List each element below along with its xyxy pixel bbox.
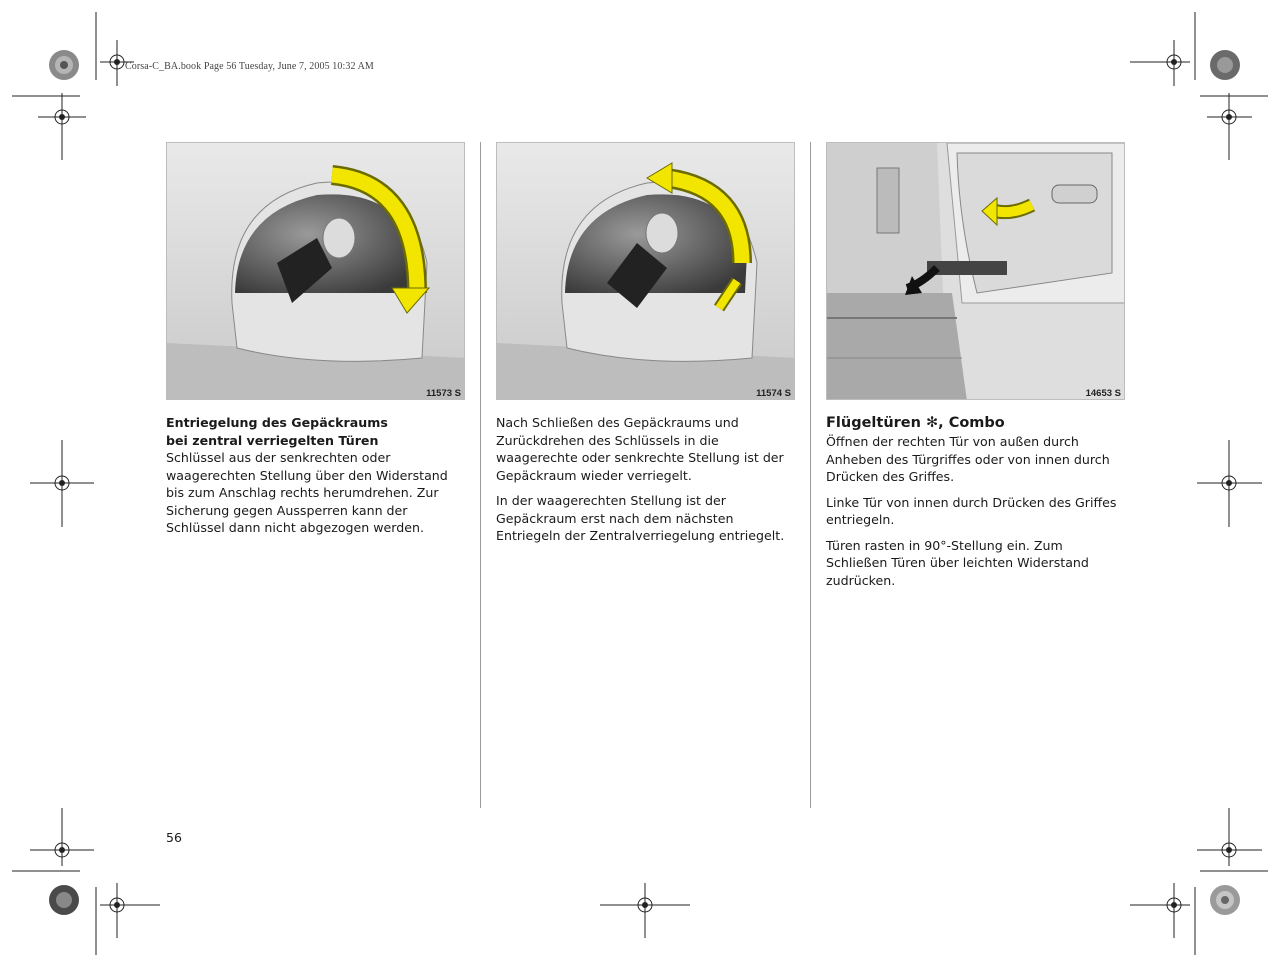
figure-code: 11574 S: [756, 388, 791, 399]
figure-key-return: [496, 142, 795, 400]
paragraph: In der waagerechten Stellung ist der Gepäckraum erst nach dem nächsten Entriegeln der Zentralverriegelung entriegelt.: [496, 493, 785, 543]
print-info-header: Corsa-C_BA.book Page 56 Tuesday, June 7, 2005 10:32 AM: [125, 61, 374, 72]
column-divider: [810, 142, 811, 808]
figure-code: 11573 S: [426, 388, 461, 399]
column-3: [826, 414, 1126, 597]
paragraph: Nach Schließen des Gepäckraums und Zurückdrehen des Schlüssels in die waagerechte oder senkrechte Stellung ist der Gepäckraum wieder verriegelt.: [496, 415, 784, 483]
column-1: [166, 414, 466, 545]
section-heading: Entriegelung des Gepäckraums: [166, 415, 388, 430]
paragraph: Linke Tür von innen durch Drücken des Griffes entriegeln.: [826, 494, 1117, 527]
page-number: 56: [166, 830, 182, 845]
column-divider: [480, 142, 481, 808]
section-heading: Flügeltüren ✻, Combo: [826, 415, 1005, 431]
paragraph: Öffnen der rechten Tür von außen durch Anheben des Türgriffes oder von innen durch Drücken des Griffes.: [826, 434, 1110, 484]
figure-key-turn: [166, 142, 465, 400]
column-2: [496, 414, 796, 553]
figure-code: 14653 S: [1085, 388, 1121, 399]
paragraph: Türen rasten in 90°-Stellung ein. Zum Schließen Türen über leichten Widerstand zudrücken.: [826, 537, 1089, 588]
paragraph: Schlüssel aus der senkrechten oder waagerechten Stellung über den Widerstand bis zum Anschlag rechts herumdrehen. Zur Sicherung gegen Aussperren kann der Schlüssel dann nicht abgezogen werden.: [166, 450, 448, 535]
figure-rear-doors: [826, 142, 1125, 400]
section-heading: bei zentral verriegelten Türen: [166, 432, 379, 448]
